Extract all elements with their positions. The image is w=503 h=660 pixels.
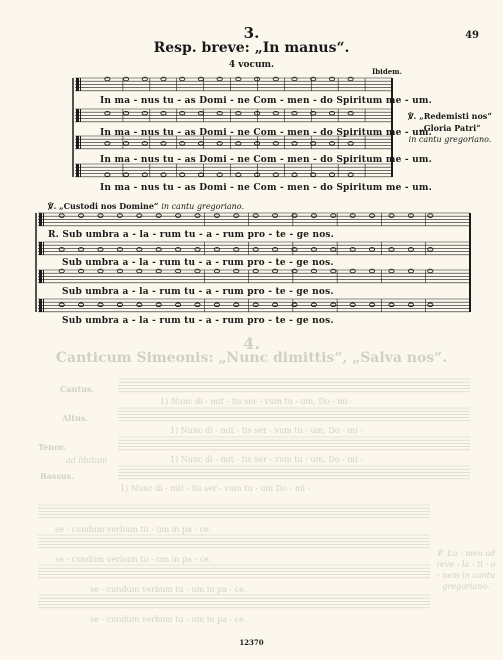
faded-lyric-b: 1) Nunc di - mit - tis ser - vum tu - um, Do - mi - [170, 426, 363, 435]
lyric-line-7: Sub umbra a - la - rum tu - a - rum pro - te - ge nos. [62, 287, 334, 297]
faded-lyric-c: 1) Nunc di - mit - tis ser - vum tu - um, Do - mi - [170, 455, 363, 464]
faded-lyric-d: 1) Nunc di - mit - tis ser - vum tu - um Do - mi - [120, 484, 311, 493]
faded-voice-tenor: Tenor. [38, 442, 66, 452]
faded-piece-number: 4. [243, 334, 260, 353]
lyric-line-1: In ma - nus tu - as Domi - ne Com - men - do Spiritum me - um. [100, 96, 432, 106]
side-note-mode: in cantu gregoriano. [408, 135, 492, 144]
faded-piece-title: Canticum Simeonis: „Nunc dimittis“, „Salva nos“. [55, 350, 448, 366]
verse-heading-bold: ℣. „Custodi nos Domine“ [48, 201, 159, 211]
faded-side-note: ℣. Lu - men ad reve - la - ti - o - nem in cantu gregoriano. [436, 549, 496, 591]
faded-tenor-note: ad libitum [66, 456, 108, 465]
piece-number: 3. [243, 24, 260, 42]
page-number: 49 [465, 30, 479, 41]
faded-lyric-e: se - cundum verbum tu - um in pa - ce. [55, 525, 212, 534]
lyric-line-8: Sub umbra a - la - rum tu - a - rum pro - te - ge nos. [62, 316, 334, 326]
faded-voice-cantus: Cantus. [60, 384, 95, 394]
faded-lyric-g: se - cundum verbum tu - um in pa - ce. [90, 585, 247, 594]
lyric-line-2: In ma - nus tu - as Domi - ne Com - men - do Spiritum me - um. [100, 128, 432, 138]
lyric-line-3: In ma - nus tu - as Domi - ne Com - men - do Spiritum me - um. [100, 155, 432, 165]
ibidem-label: Ibidem. [372, 67, 403, 76]
lyric-line-6: Sub umbra a - la - rum tu - a - rum pro - te - ge nos. [62, 258, 334, 268]
faded-voice-altus: Altus. [62, 413, 89, 423]
piece-title: Resp. breve: „In manus“. [153, 40, 350, 56]
side-note-verse: ℣. „Redemisti nos“ [408, 111, 492, 121]
verse-heading [48, 201, 244, 211]
voices-label: 4 vocum. [228, 60, 275, 70]
side-note [400, 110, 500, 146]
faded-lyric-a: 1) Nunc di - mit - tis ser - vum tu - um, Do - mi - [160, 397, 353, 406]
faded-lyric-f: se - cundum verbum tu - um in pa - ce. [55, 555, 212, 564]
faded-lyric-h: se - cundum verbum tu - um in pa - ce. [90, 615, 247, 624]
faded-voice-bassus: Bassus. [40, 471, 75, 481]
side-note-gloria: „Gloria Patri“ [419, 123, 481, 133]
lyric-line-5: R. Sub umbra a - la - rum tu - a - rum pro - te - ge nos. [48, 230, 335, 240]
verse-heading-italic: in cantu gregoriano. [161, 202, 245, 211]
footer-code: 12370 [239, 638, 264, 647]
lyric-line-4: In ma - nus tu - as Domi - ne Com - men - do Spiritum me - um. [100, 183, 432, 193]
